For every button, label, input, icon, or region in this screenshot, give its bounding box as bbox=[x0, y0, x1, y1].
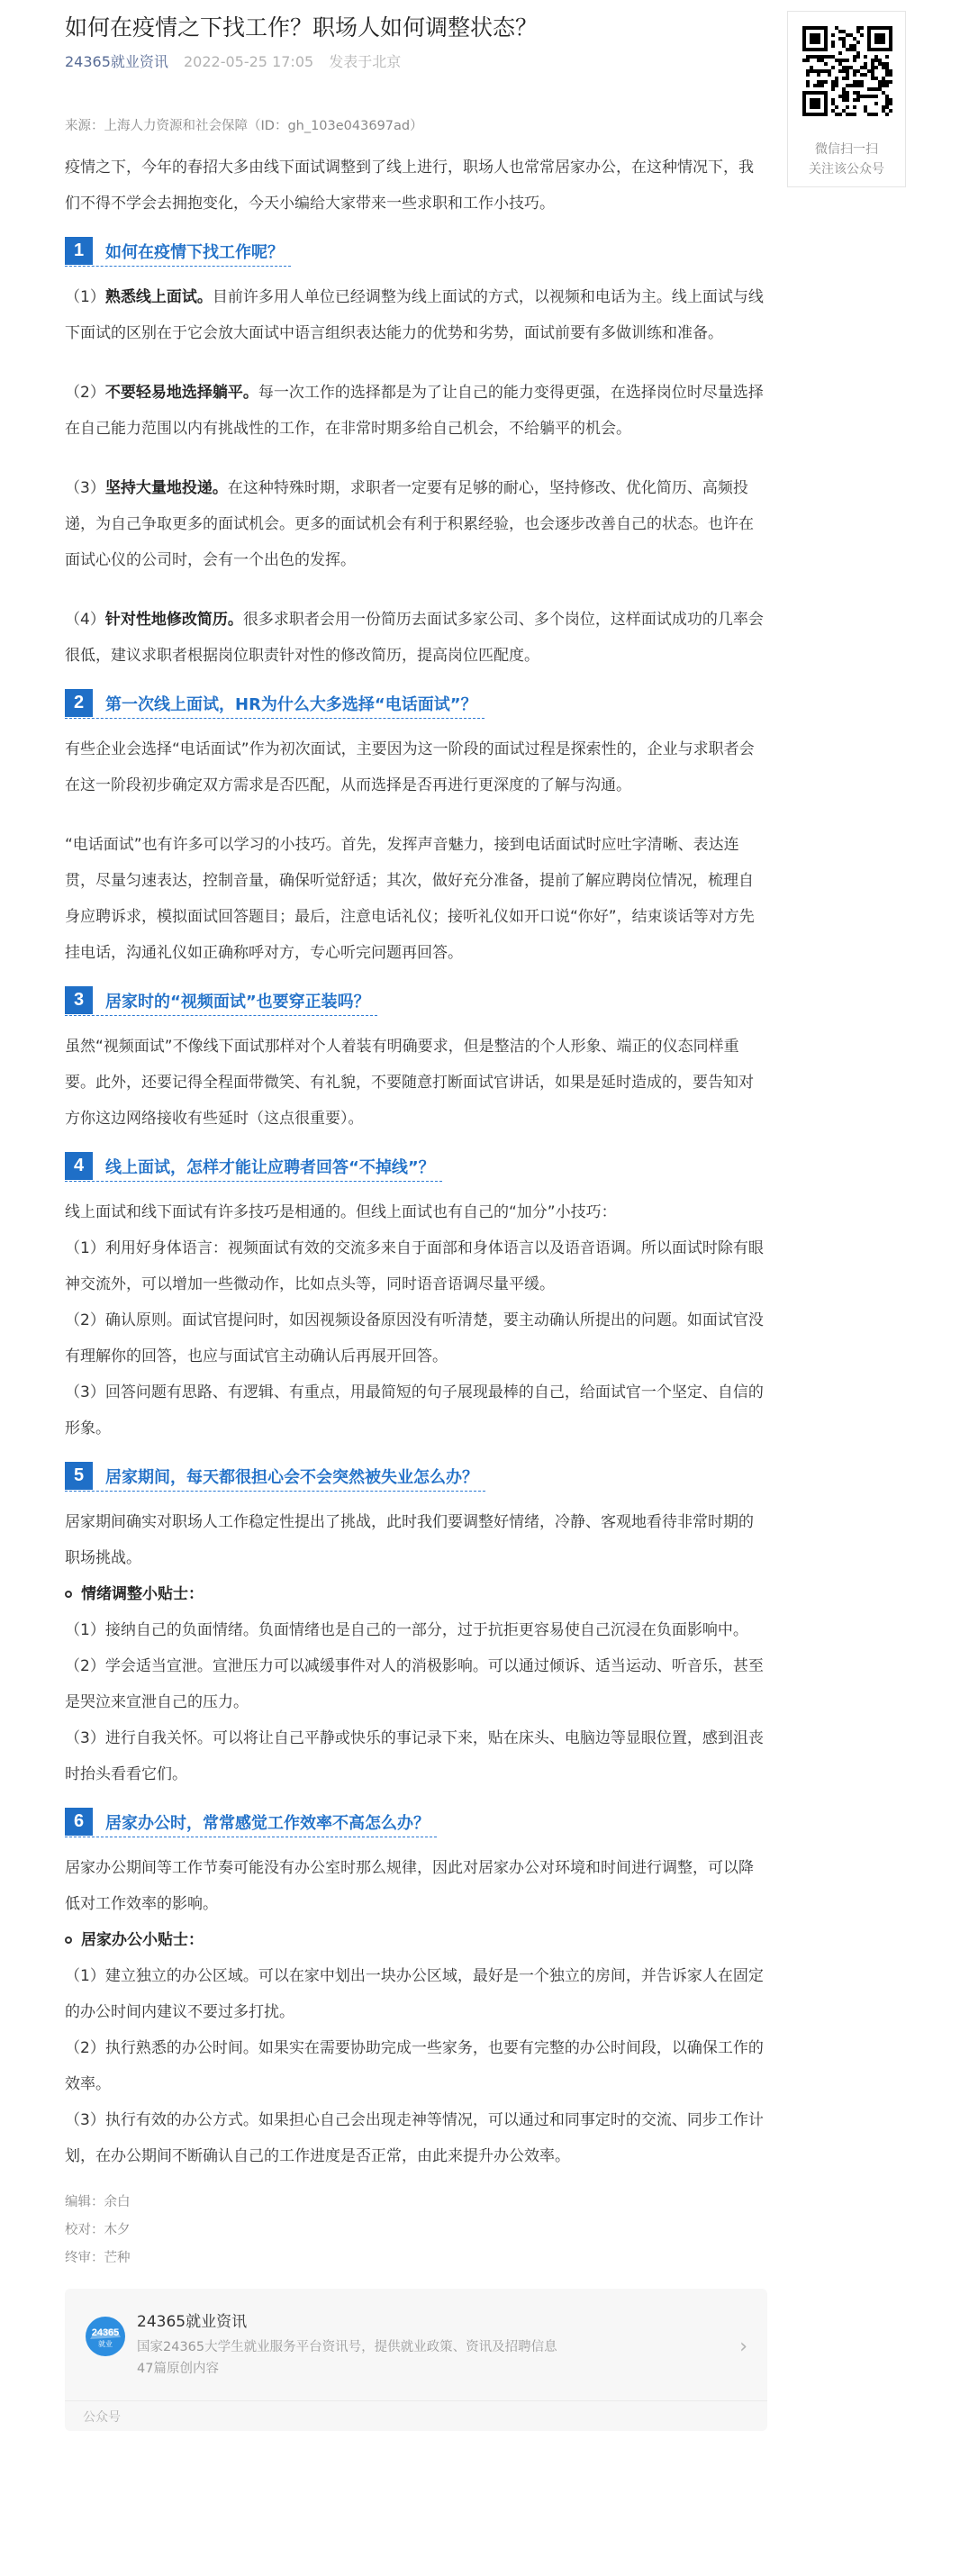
svg-text:就业: 就业 bbox=[98, 2340, 113, 2348]
account-logo-icon bbox=[85, 2316, 126, 2357]
paragraph: （2）执行熟悉的办公时间。如果实在需要协助完成一些家务，也要有完整的办公时间段，以确保工作的效率。 bbox=[65, 2039, 764, 2093]
account-link[interactable]: 24365就业资讯 bbox=[65, 53, 168, 70]
bullet-icon bbox=[65, 1591, 72, 1598]
publish-date: 2022-05-25 17:05 bbox=[184, 53, 314, 70]
article-source: 来源：上海人力资源和社会保障（ID：gh_103e043697ad） bbox=[65, 119, 423, 133]
article-count: 47篇原创内容 bbox=[137, 2362, 219, 2376]
qr-caption-line1: 微信扫一扫 bbox=[815, 142, 878, 157]
section-number: 5 bbox=[65, 1462, 93, 1490]
paragraph: （2）学会适当宣泄。宣泄压力可以减缓事件对人的消极影响。可以通过倾诉、适当运动、听音乐，甚至是哭泣来宣泄自己的压力。 bbox=[65, 1657, 764, 1711]
section-number: 2 bbox=[65, 689, 93, 717]
paragraph: “电话面试”也有许多可以学习的小技巧。首先，发挥声音魅力，接到电话面试时应吐字清晰、表达连贯，尽量匀速表达，控制音量，确保听觉舒适；其次，做好充分准备，提前了解应聘岗位情况，梳理自身应聘诉求，模拟面试回答题目；最后，注意电话礼仪；接听礼仪如开口说“你好”，结束谈话等对方先挂电话，沟通礼仪如正确称呼对方，专心听完问题再回答。 bbox=[65, 836, 755, 962]
section-number: 4 bbox=[65, 1152, 93, 1180]
paragraph: （2）不要轻易地选择躺平。每一次工作的选择都是为了让自己的能力变得更强，在选择岗位时尽量选择在自己能力范围以内有挑战性的工作，在非常时期多给自己机会，不给躺平的机会。 bbox=[65, 384, 764, 438]
paragraph: （3）坚持大量地投递。在这种特殊时期，求职者一定要有足够的耐心，坚持修改、优化简历、高频投递，为自己争取更多的面试机会。更多的面试机会有利于积累经验，也会逐步改善自己的状态。也许在面试心仪的公司时，会有一个出色的发挥。 bbox=[65, 479, 754, 569]
credits bbox=[65, 2189, 767, 2272]
paragraph: （4）针对性地修改简历。很多求职者会用一份简历去面试多家公司、多个岗位，这样面试成功的几率会很低，建议求职者根据岗位职责针对性的修改简历，提高岗位匹配度。 bbox=[65, 611, 764, 665]
paragraph: （3）回答问题有思路、有逻辑、有重点，用最简短的句子展现最棒的自己，给面试官一个坚定、自信的形象。 bbox=[65, 1383, 764, 1438]
section-title: 如何在疫情下找工作呢？ bbox=[105, 242, 284, 262]
section-heading-5 bbox=[65, 1461, 485, 1492]
qr-code-icon bbox=[802, 26, 892, 116]
article bbox=[65, 0, 767, 2431]
section-title: 线上面试，怎样才能让应聘者回答“不掉线”？ bbox=[105, 1157, 435, 1177]
paragraph: （1）熟悉线上面试。目前许多用人单位已经调整为线上面试的方式，以视频和电话为主。线上面试与线下面试的区别在于它会放大面试中语言组织表达能力的优势和劣势，面试前要有多做训练和准备。 bbox=[65, 288, 764, 342]
section-heading-2 bbox=[65, 688, 485, 719]
paragraph: （1）接纳自己的负面情绪。负面情绪也是自己的一部分，过于抗拒更容易使自己沉浸在负面影响中。 bbox=[65, 1621, 748, 1639]
chevron-right-icon: › bbox=[739, 2336, 747, 2358]
account-type-label: 公众号 bbox=[83, 2410, 121, 2425]
section-title: 居家期间，每天都很担心会不会突然被失业怎么办？ bbox=[105, 1467, 478, 1487]
tips-heading: 居家办公小贴士： bbox=[65, 1922, 767, 1958]
section-title: 居家时的“视频面试”也要穿正装吗？ bbox=[105, 992, 370, 1011]
article-meta bbox=[65, 52, 767, 72]
qr-code-panel bbox=[787, 11, 906, 187]
paragraph: （2）确认原则。面试官提问时，如因视频设备原因没有听清楚，要主动确认所提出的问题。如面试官没有理解你的回答，也应与面试官主动确认后再展开回答。 bbox=[65, 1311, 764, 1365]
paragraph: 居家期间确实对职场人工作稳定性提出了挑战，此时我们要调整好情绪，冷静、客观地看待非常时期的职场挑战。 bbox=[65, 1513, 754, 1567]
bullet-icon bbox=[65, 1937, 72, 1944]
section-heading-1 bbox=[65, 236, 291, 267]
paragraph: （3）进行自我关怀。可以将让自己平静或快乐的事记录下来，贴在床头、电脑边等显眼位置，感到沮丧时抬头看看它们。 bbox=[65, 1729, 764, 1783]
account-name: 24365就业资讯 bbox=[137, 2313, 248, 2331]
section-title: 第一次线上面试，HR为什么大多选择“电话面试”？ bbox=[105, 694, 477, 714]
account-profile-card[interactable] bbox=[65, 2289, 767, 2431]
tips-heading: 情绪调整小贴士： bbox=[65, 1576, 767, 1612]
article-title: 如何在疫情之下找工作？职场人如何调整状态？ bbox=[65, 14, 539, 41]
section-heading-3 bbox=[65, 985, 377, 1016]
section-heading-4 bbox=[65, 1151, 442, 1182]
paragraph: 虽然“视频面试”不像线下面试那样对个人着装有明确要求，但是整洁的个人形象、端正的仪态同样重要。此外，还要记得全程面带微笑、有礼貌，不要随意打断面试官讲话，如果是延时造成的，要告知对方你这边网络接收有些延时（这点很重要）。 bbox=[65, 1038, 754, 1128]
credit-proofreader: 校对：木夕 bbox=[65, 2223, 131, 2237]
divider bbox=[65, 2400, 767, 2401]
credit-editor: 编辑：余白 bbox=[65, 2195, 131, 2209]
section-number: 1 bbox=[65, 237, 93, 265]
intro-paragraph: 疫情之下，今年的春招大多由线下面试调整到了线上进行，职场人也常常居家办公，在这种情况下，我们不得不学会去拥抱变化，今天小编给大家带来一些求职和工作小技巧。 bbox=[65, 159, 754, 213]
paragraph: 线上面试和线下面试有许多技巧是相通的。但线上面试也有自己的“加分”小技巧： bbox=[65, 1203, 617, 1221]
paragraph: （1）利用好身体语言：视频面试有效的交流多来自于面部和身体语言以及语音语调。所以面试时除有眼神交流外，可以增加一些微动作，比如点头等，同时语音语调尽量平缓。 bbox=[65, 1239, 764, 1293]
paragraph: 居家办公期间等工作节奏可能没有办公室时那么规律，因此对居家办公对环境和时间进行调整，可以降低对工作效率的影响。 bbox=[65, 1859, 754, 1913]
section-number: 6 bbox=[65, 1808, 93, 1836]
qr-caption-line2: 关注该公众号 bbox=[809, 162, 884, 177]
svg-text:24365: 24365 bbox=[91, 2327, 120, 2338]
section-number: 3 bbox=[65, 986, 93, 1014]
paragraph: （1）建立独立的办公区域。可以在家中划出一块办公区域，最好是一个独立的房间，并告诉家人在固定的办公时间内建议不要过多打扰。 bbox=[65, 1967, 764, 2021]
publish-location: 发表于北京 bbox=[329, 53, 402, 70]
account-description: 国家24365大学生就业服务平台资讯号，提供就业政策、资讯及招聘信息 47篇原创内容 bbox=[137, 2336, 641, 2380]
credit-final-review: 终审：芒种 bbox=[65, 2251, 131, 2265]
paragraph: 有些企业会选择“电话面试”作为初次面试，主要因为这一阶段的面试过程是探索性的，企业与求职者会在这一阶段初步确定双方需求是否匹配，从而选择是否再进行更深度的了解与沟通。 bbox=[65, 740, 755, 794]
section-title: 居家办公时，常常感觉工作效率不高怎么办？ bbox=[105, 1813, 430, 1833]
section-heading-6 bbox=[65, 1807, 437, 1837]
paragraph: （3）执行有效的办公方式。如果担心自己会出现走神等情况，可以通过和同事定时的交流、同步工作计划，在办公期间不断确认自己的工作进度是否正常，由此来提升办公效率。 bbox=[65, 2111, 764, 2165]
